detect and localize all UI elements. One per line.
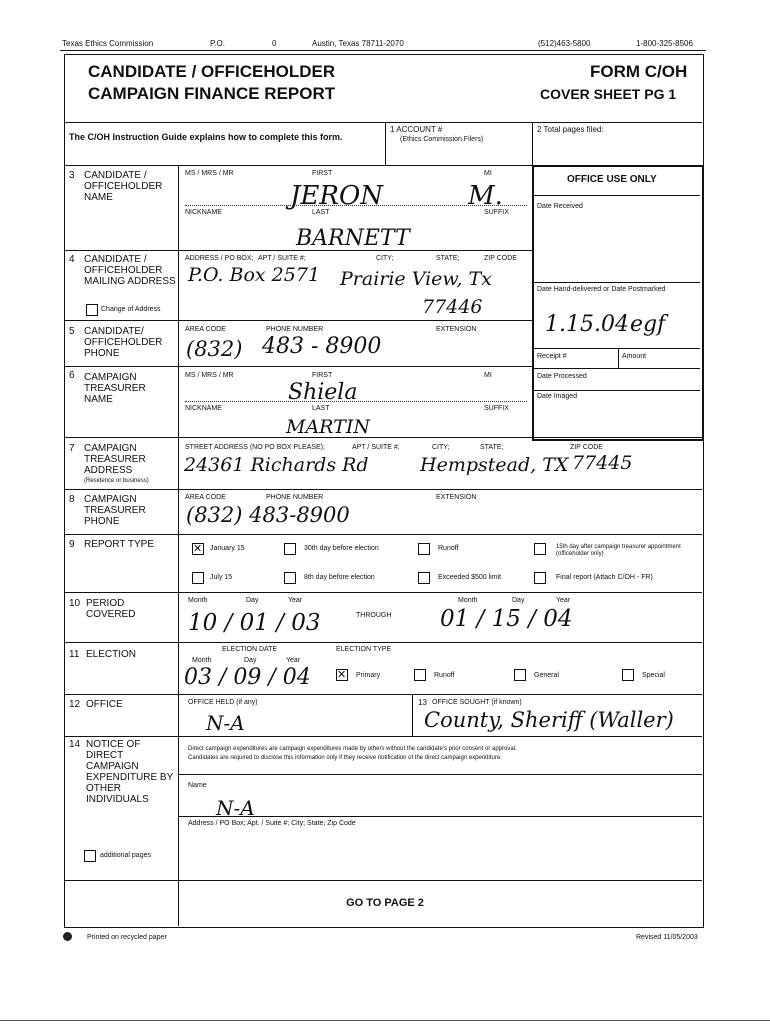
report-final-label: Final report (Attach C/OH - FR) xyxy=(556,574,653,581)
general-checkbox[interactable] xyxy=(514,669,526,681)
sec11-num: 11 xyxy=(69,649,80,660)
sec8-ext-label: EXTENSION xyxy=(436,494,477,501)
runoff-checkbox[interactable] xyxy=(414,669,426,681)
office-rule-2 xyxy=(534,282,700,283)
report-exceeded-checkbox[interactable] xyxy=(418,572,430,584)
period-from: 10 / 01 / 03 xyxy=(188,610,321,636)
sec7-zip-label: ZIP CODE xyxy=(570,444,603,451)
sec4-city-label: CITY; xyxy=(376,255,394,262)
sec10-year2-label: Year xyxy=(556,597,571,604)
sec4-label: CANDIDATE / OFFICEHOLDER MAILING ADDRESS xyxy=(84,254,176,287)
treasurer-last-name: MARTIN xyxy=(286,416,370,438)
treasurer-first-name: Shiela xyxy=(288,380,358,405)
sec14-note-1: Direct campaign expenditures are campaign expenditures made by others without the candidate's prior consent or approval. xyxy=(188,746,517,752)
sec11-day-label: Day xyxy=(244,657,257,664)
sec6-dots xyxy=(185,401,527,402)
sec6-last-label: LAST xyxy=(312,405,330,412)
po-label: P.O. xyxy=(210,39,225,48)
sec10-month2-label: Month xyxy=(458,597,478,604)
sec11-year-label: Year xyxy=(286,657,301,664)
agency-name: Texas Ethics Commission xyxy=(62,39,154,48)
sec4-address-label: ADDRESS / PO BOX; xyxy=(185,255,254,262)
report-8th-checkbox[interactable] xyxy=(284,572,296,584)
sec4-zip-label: ZIP CODE xyxy=(484,255,517,262)
change-of-address-label: Change of Address xyxy=(101,306,161,313)
primary-label: Primary xyxy=(356,672,381,679)
office-rule-1 xyxy=(534,195,700,196)
form-label: FORM C/OH xyxy=(590,62,688,81)
hand-delivered-label: Date Hand-delivered or Date Postmarked xyxy=(537,286,666,293)
additional-pages-label: additional pages xyxy=(100,852,151,859)
phone-2: 1-800-325-8506 xyxy=(636,39,693,48)
election-type-label: ELECTION TYPE xyxy=(336,646,392,653)
treasurer-street: 24361 Richards Rd xyxy=(184,454,369,476)
recycled-note: Printed on recycled paper xyxy=(87,934,167,941)
clerk-initials: egf xyxy=(630,312,666,337)
sec3-last-label: LAST xyxy=(312,209,330,216)
sec12-label: OFFICE xyxy=(86,699,123,710)
intro-divider-2 xyxy=(532,122,533,165)
candidate-first-name: JERON xyxy=(290,181,384,211)
cover-sheet-label: COVER SHEET PG 1 xyxy=(540,86,677,102)
sec8-phone-label: PHONE NUMBER xyxy=(266,494,324,501)
sec5-num: 5 xyxy=(69,326,75,337)
runoff-label: Runoff xyxy=(434,672,455,679)
sec14-name-label: Name xyxy=(188,782,207,789)
sec5-phone-label: PHONE NUMBER xyxy=(266,326,324,333)
treasurer-phone: (832) 483-8900 xyxy=(186,503,350,527)
sec3-nick-label: NICKNAME xyxy=(185,209,222,216)
report-january-checkbox[interactable] xyxy=(192,543,204,555)
sec10-label: PERIOD COVERED xyxy=(86,598,136,620)
rule-7 xyxy=(64,437,702,438)
left-col-divider xyxy=(178,165,179,926)
rule-5 xyxy=(64,320,532,321)
sec3-num: 3 xyxy=(69,170,75,181)
date-received-label: Date Received xyxy=(537,203,583,210)
imaged-label: Date Imaged xyxy=(537,393,578,400)
sec3-ms-label: MS / MRS / MR xyxy=(185,170,234,177)
election-date: 03 / 09 / 04 xyxy=(184,665,311,690)
sec7-city-label: CITY; xyxy=(432,444,450,451)
rule-intro xyxy=(64,122,702,123)
phone-1: (512)463-5800 xyxy=(538,39,591,48)
rule-14 xyxy=(64,736,702,737)
sec5-label: CANDIDATE/ OFFICEHOLDER PHONE xyxy=(84,326,163,359)
recycle-icon xyxy=(63,932,72,941)
header-rule xyxy=(60,50,706,51)
office-sought: County, Sheriff (Waller) xyxy=(424,708,674,732)
sec10-day-label: Day xyxy=(246,597,259,604)
rule-12 xyxy=(64,694,702,695)
report-15th-checkbox[interactable] xyxy=(534,543,546,555)
sec4-apt-label: APT / SUITE #; xyxy=(258,255,306,262)
sec6-first-label: FIRST xyxy=(312,372,333,379)
sec13-num: 13 xyxy=(418,698,427,707)
sec3-label: CANDIDATE / OFFICEHOLDER NAME xyxy=(84,170,163,203)
rule-9 xyxy=(64,534,702,535)
sec9-num: 9 xyxy=(69,539,75,550)
sec6-suffix-label: SUFFIX xyxy=(484,405,509,412)
treasurer-zip: 77445 xyxy=(572,452,633,474)
sec11-month-label: Month xyxy=(192,657,212,664)
sec7-label: CAMPAIGN TREASURER ADDRESS xyxy=(84,443,146,476)
report-8th-label: 8th day before election xyxy=(304,574,375,581)
receipt-label: Receipt # xyxy=(537,353,567,360)
sec4-num: 4 xyxy=(69,254,75,265)
rule-14a xyxy=(178,774,702,775)
sec5-ext-label: EXTENSION xyxy=(436,326,477,333)
sec3-mi-label: MI xyxy=(484,170,492,177)
sec10-num: 10 xyxy=(69,598,81,609)
scan-bottom-rule xyxy=(0,1020,770,1021)
period-to: 01 / 15 / 04 xyxy=(440,606,573,632)
pages-label: 2 Total pages filed: xyxy=(537,125,604,134)
election-date-label: ELECTION DATE xyxy=(222,646,278,653)
rule-15 xyxy=(64,880,702,881)
candidate-phone: 483 - 8900 xyxy=(262,334,382,359)
office-use-title: OFFICE USE ONLY xyxy=(567,174,657,185)
rule-10 xyxy=(64,592,702,593)
sec11-label: ELECTION xyxy=(86,649,137,660)
sec6-nick-label: NICKNAME xyxy=(185,405,222,412)
special-label: Special xyxy=(642,672,665,679)
sec6-num: 6 xyxy=(69,370,75,381)
sec3-suffix-label: SUFFIX xyxy=(484,209,509,216)
treasurer-city: Hempstead, TX xyxy=(420,454,569,476)
processed-label: Date Processed xyxy=(537,373,587,380)
amount-label: Amount xyxy=(622,353,647,360)
sec8-area-label: AREA CODE xyxy=(185,494,226,501)
report-30th-checkbox[interactable] xyxy=(284,543,296,555)
special-checkbox[interactable] xyxy=(622,669,634,681)
change-of-address-checkbox[interactable] xyxy=(86,304,98,316)
general-label: General xyxy=(534,672,559,679)
office-rule-5 xyxy=(534,390,700,391)
sec7-apt-label: APT / SUITE #; xyxy=(352,444,400,451)
sec4-state-label: STATE; xyxy=(436,255,460,262)
account-label: 1 ACCOUNT # xyxy=(390,125,443,134)
rule-14b xyxy=(178,816,702,817)
rule-4 xyxy=(64,250,532,251)
office-rule-3 xyxy=(534,348,700,349)
account-sub: (Ethics Commission Filers) xyxy=(400,136,484,143)
report-30th-label: 30th day before election xyxy=(304,545,379,552)
candidate-address: P.O. Box 2571 xyxy=(188,264,321,286)
office-divider-12-13 xyxy=(412,694,413,736)
report-july-label: July 15 xyxy=(210,574,233,581)
sec10-month-label: Month xyxy=(188,597,208,604)
po-box: 0 xyxy=(272,39,277,48)
rule-6 xyxy=(64,366,532,367)
office-held-label: OFFICE HELD (if any) xyxy=(188,699,258,706)
sec14-address-label: Address / PO Box; Apt. / Suite #; City; State; Zip Code xyxy=(188,820,356,827)
sec3-dots xyxy=(185,205,527,206)
report-exceeded-label: Exceeded $500 limit xyxy=(438,574,502,581)
sec7-state-label: STATE; xyxy=(480,444,504,451)
rule-8 xyxy=(64,489,702,490)
primary-checkbox[interactable] xyxy=(336,669,348,681)
report-final-checkbox[interactable] xyxy=(534,572,546,584)
sec6-ms-label: MS / MRS / MR xyxy=(185,372,234,379)
candidate-mi: M. xyxy=(468,181,503,211)
report-runoff-label: Runoff xyxy=(438,545,459,552)
additional-pages-checkbox[interactable] xyxy=(84,850,96,862)
sec6-mi-label: MI xyxy=(484,372,492,379)
candidate-city: Prairie View, Tx xyxy=(340,268,492,290)
candidate-last-name: BARNETT xyxy=(296,226,410,251)
sec10-day2-label: Day xyxy=(512,597,525,604)
sec3-first-label: FIRST xyxy=(312,170,333,177)
report-15th-label: 15th day after campaign treasurer appointment (officeholder only) xyxy=(556,544,681,557)
office-held: N-A xyxy=(206,711,245,735)
sec7-num: 7 xyxy=(69,443,75,454)
sec7-street-label: STREET ADDRESS (NO PO BOX PLEASE); xyxy=(185,444,325,451)
sec5-area-label: AREA CODE xyxy=(185,326,226,333)
sec10-year-label: Year xyxy=(288,597,303,604)
candidate-zip: 77446 xyxy=(422,296,483,318)
sec8-num: 8 xyxy=(69,494,75,505)
go-to-page-2: GO TO PAGE 2 xyxy=(346,897,424,909)
instruction-text: The C/OH Instruction Guide explains how to complete this form. xyxy=(69,132,343,142)
revised-date: Revised 11/05/2003 xyxy=(636,934,698,941)
intro-divider-1 xyxy=(385,122,386,165)
office-sought-label: OFFICE SOUGHT (if known) xyxy=(432,699,522,706)
direct-expenditure-name: N-A xyxy=(216,796,255,820)
postmark-date: 1.15.04 xyxy=(545,312,629,337)
through-label: THROUGH xyxy=(356,612,392,619)
title-line-1: CANDIDATE / OFFICEHOLDER xyxy=(88,62,336,81)
city-line: Austin, Texas 78711-2070 xyxy=(312,39,404,48)
sec14-note-2: Candidates are required to disclose this information only if they receive notification of the direct campaign expenditure. xyxy=(188,755,502,761)
sec8-label: CAMPAIGN TREASURER PHONE xyxy=(84,494,146,527)
report-runoff-checkbox[interactable] xyxy=(418,543,430,555)
sec9-label: REPORT TYPE xyxy=(84,539,155,550)
sec6-label: CAMPAIGN TREASURER NAME xyxy=(84,372,146,405)
rule-11 xyxy=(64,642,702,643)
candidate-area-code: (832) xyxy=(186,337,243,361)
sec14-label: NOTICE OF DIRECT CAMPAIGN EXPENDITURE BY OTHER INDIVIDUALS xyxy=(86,739,174,805)
sec14-num: 14 xyxy=(69,739,81,750)
office-divider xyxy=(618,348,619,368)
title-line-2: CAMPAIGN FINANCE REPORT xyxy=(88,84,336,103)
office-rule-4 xyxy=(534,368,700,369)
report-january-label: January 15 xyxy=(210,545,245,552)
sec12-num: 12 xyxy=(69,699,81,710)
report-july-checkbox[interactable] xyxy=(192,572,204,584)
sec7-sub: (Residence or business) xyxy=(84,478,149,484)
